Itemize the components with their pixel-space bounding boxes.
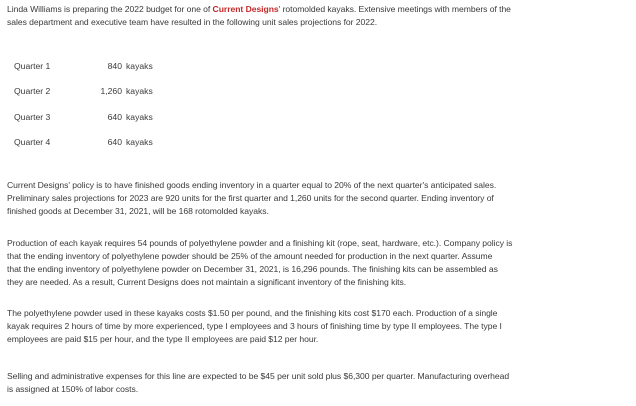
text-line: Preliminary sales projections for 2023 are 920 units for the first quarter and 1,260 units for the second quarter. Ending inventory of [7,193,494,203]
text-line: finished goods at December 31, 2021, will be 168 rotomolded kayaks. [7,206,269,216]
selling-expenses-paragraph [7,370,631,396]
intro-text-line2: sales department and executive team have resulted in the following unit sales projections for 2022. [7,17,378,27]
inventory-policy-paragraph [7,179,631,218]
table-row [14,130,166,155]
quarter-label: Quarter 2 [14,86,51,97]
text-line: Current Designs' policy is to have finished goods ending inventory in a quarter equal to 20% of the next quarter's anticipated sales. [7,180,497,190]
quarter-units: 640 [107,137,122,148]
intro-text-before: Linda Williams is preparing the 2022 budget for one of [7,4,213,14]
quarter-label: Quarter 1 [14,61,51,72]
text-line: that the ending inventory of polyethylene powder on December 31, 2021, is 16,296 pounds. The finishing kits can be assembled as [7,264,498,274]
table-row [14,79,166,104]
unit-label: kayaks [126,86,153,97]
table-row [14,105,166,130]
quarter-units: 840 [107,61,122,72]
text-line: kayak requires 2 hours of time by more experienced, type I employees and 3 hours of finishing time by type II employees. The type I [7,321,502,331]
quarter-units: 640 [107,111,122,122]
text-line: The polyethylene powder used in these kayaks costs $1.50 per pound, and the finishing kits cost $170 each. Production of a single [7,308,498,318]
quarter-label: Quarter 3 [14,111,51,122]
intro-text-after: ' rotomolded kayaks. Extensive meetings with members of the [278,4,511,14]
company-name: Current Designs [212,4,279,14]
production-paragraph [7,237,631,289]
text-line: Selling and administrative expenses for this line are expected to be $45 per unit sold plus $6,300 per quarter. Manufacturing overhead [7,371,510,381]
text-line: is assigned at 150% of labor costs. [7,384,139,394]
text-line: that the ending inventory of polyethylene powder should be 25% of the amount needed for production in the next quarter. Assume [7,251,493,261]
text-line: employees are paid $15 per hour, and the type II employees are paid $12 per hour. [7,334,319,344]
text-line: Production of each kayak requires 54 pounds of polyethylene powder and a finishing kit (rope, seat, hardware, etc.). Company policy is [7,238,513,248]
sales-projection-table [14,54,166,155]
text-line: they are needed. As a result, Current Designs does not maintain a significant inventory of the finishing kits. [7,277,407,287]
intro-paragraph [7,3,631,29]
unit-label: kayaks [126,61,153,72]
table-row [14,54,166,79]
unit-label: kayaks [126,137,153,148]
costs-paragraph [7,307,631,346]
quarter-label: Quarter 4 [14,137,51,148]
unit-label: kayaks [126,111,153,122]
quarter-units: 1,260 [100,86,122,97]
